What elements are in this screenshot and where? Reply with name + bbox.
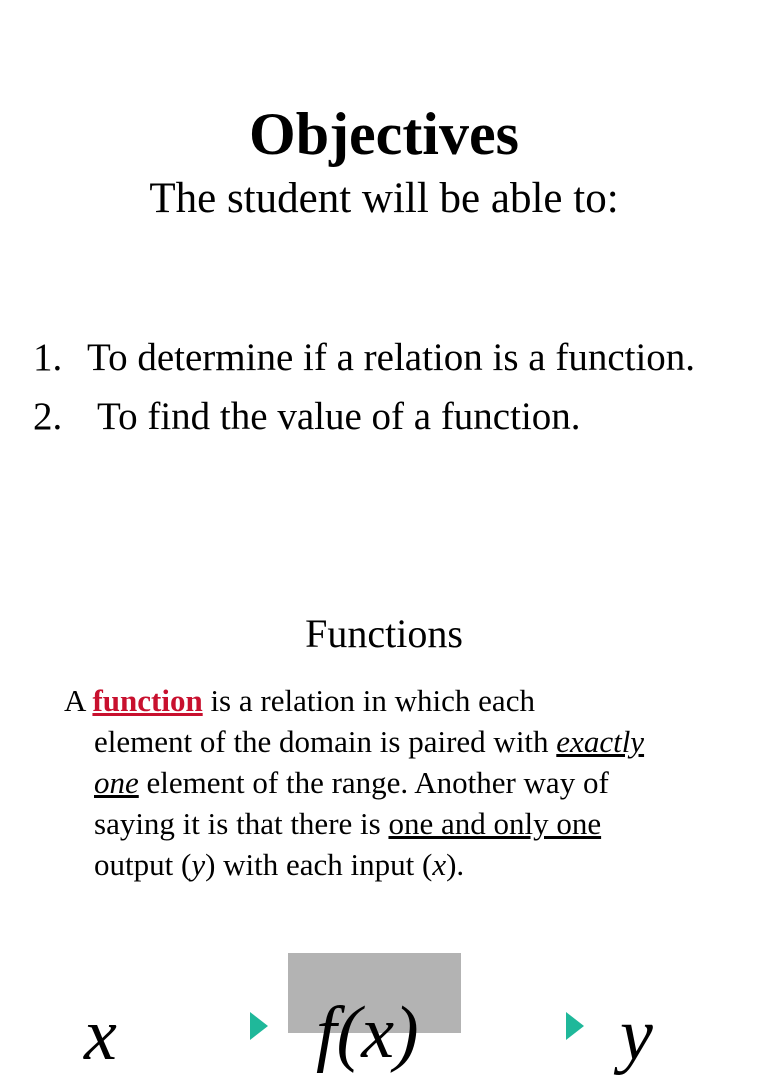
text-span: A: [64, 683, 93, 718]
objective-text: To determine if a relation is a function.: [87, 336, 696, 379]
text-span: saying it is that there is: [94, 806, 389, 841]
objective-item-1: [33, 334, 695, 382]
objective-number: 1.: [33, 336, 63, 379]
slide-title: Objectives: [249, 101, 519, 167]
objective-text: To find the value of a function.: [97, 395, 581, 438]
output-y-label: y: [620, 994, 653, 1076]
text-span: ) with each input (: [205, 847, 433, 882]
definition-line-4: [64, 803, 744, 844]
definition-line-3: [64, 762, 744, 803]
section-heading: Functions: [305, 611, 463, 656]
function-term: function: [92, 683, 203, 718]
text-span: output (: [94, 847, 192, 882]
function-fx-label: f(x): [316, 992, 419, 1074]
emphasis-exactly: exactly: [556, 724, 645, 759]
objective-number: 2.: [33, 395, 63, 438]
arrow-right-icon: [250, 1012, 268, 1040]
objective-item-2: [33, 393, 581, 441]
definition-line-5: [64, 844, 744, 885]
input-x-label: x: [84, 994, 117, 1076]
variable-x: x: [432, 847, 447, 882]
function-machine-diagram: [0, 940, 768, 1076]
text-span: ).: [446, 847, 465, 882]
definition-line-2: [64, 721, 744, 762]
definition-line-1: [64, 680, 744, 721]
text-span: element of the range. Another way of: [138, 765, 609, 800]
arrow-right-icon: [566, 1012, 584, 1040]
emphasis-one: one: [94, 765, 139, 800]
definition-paragraph: [64, 680, 744, 885]
variable-y: y: [191, 847, 206, 882]
text-span: is a relation in which each: [202, 683, 535, 718]
text-span: element of the domain is paired with: [94, 724, 557, 759]
slide-subtitle: The student will be able to:: [149, 175, 619, 222]
emphasis-one-and-only-one: one and only one: [388, 806, 602, 841]
